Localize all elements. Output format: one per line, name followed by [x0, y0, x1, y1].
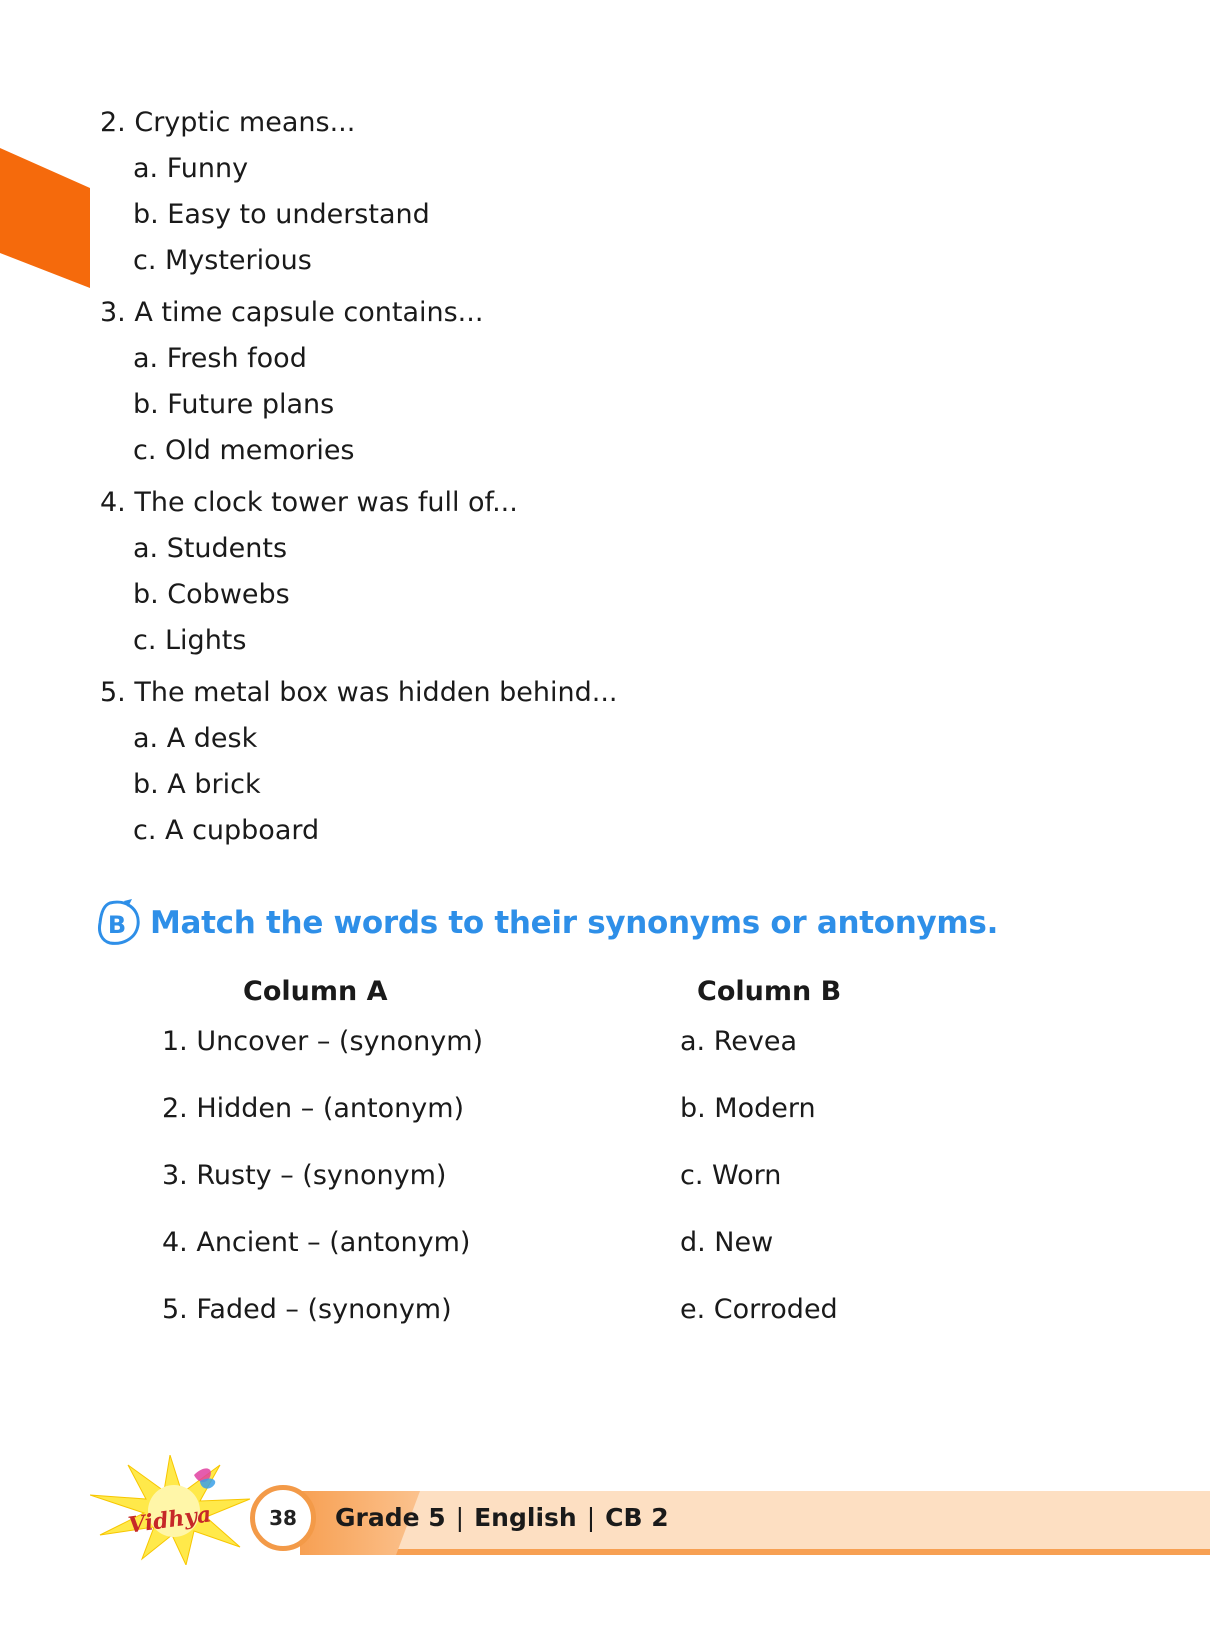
column-b-item: c. Worn	[680, 1160, 782, 1191]
section-badge-icon	[96, 899, 142, 947]
option-a: a. Funny	[133, 153, 249, 184]
column-b-item: d. New	[680, 1227, 774, 1258]
page-footer	[90, 1455, 1123, 1565]
column-a-item: 5. Faded – (synonym)	[162, 1294, 452, 1325]
option-c: c. Old memories	[133, 435, 355, 466]
option-b: b. Easy to understand	[133, 199, 430, 230]
footer-info	[335, 1503, 669, 1532]
corner-tab-decoration	[0, 148, 90, 296]
option-c: c. Mysterious	[133, 245, 312, 276]
vidhya-logo	[90, 1455, 265, 1565]
question-3	[100, 290, 900, 474]
option-a: a. Students	[133, 533, 288, 564]
question-4	[100, 480, 900, 664]
question-text: 5. The metal box was hidden behind...	[100, 677, 618, 708]
section-b-heading	[96, 898, 998, 948]
option-a: a. A desk	[133, 723, 258, 754]
option-c: c. Lights	[133, 625, 247, 656]
column-b-item: b. Modern	[680, 1093, 816, 1124]
column-a-item: 3. Rusty – (synonym)	[162, 1160, 447, 1191]
column-b-header: Column B	[697, 976, 842, 1007]
section-title: Match the words to their synonyms or antonyms.	[150, 905, 999, 941]
question-5	[100, 670, 900, 854]
column-a-item: 1. Uncover – (synonym)	[162, 1026, 484, 1057]
column-a-item: 4. Ancient – (antonym)	[162, 1227, 471, 1258]
question-text: 2. Cryptic means...	[100, 107, 356, 138]
footer-separator: |	[455, 1503, 465, 1532]
option-b: b. Future plans	[133, 389, 335, 420]
footer-subject: English	[474, 1503, 577, 1532]
question-list	[100, 100, 900, 860]
column-a-header: Column A	[243, 976, 388, 1007]
option-b: b. A brick	[133, 769, 261, 800]
question-2	[100, 100, 900, 284]
footer-grade: Grade 5	[335, 1503, 446, 1532]
option-c: c. A cupboard	[133, 815, 320, 846]
footer-separator: |	[586, 1503, 596, 1532]
logo-text: Vidhya	[126, 1501, 213, 1539]
option-a: a. Fresh food	[133, 343, 307, 374]
column-b-item: e. Corroded	[680, 1294, 838, 1325]
option-b: b. Cobwebs	[133, 579, 290, 610]
footer-book: CB 2	[605, 1503, 669, 1532]
question-text: 4. The clock tower was full of...	[100, 487, 518, 518]
column-b-item: a. Revea	[680, 1026, 798, 1057]
page-number: 38	[250, 1485, 316, 1551]
column-a-item: 2. Hidden – (antonym)	[162, 1093, 465, 1124]
section-badge-letter: B	[107, 911, 127, 939]
question-text: 3. A time capsule contains...	[100, 297, 484, 328]
